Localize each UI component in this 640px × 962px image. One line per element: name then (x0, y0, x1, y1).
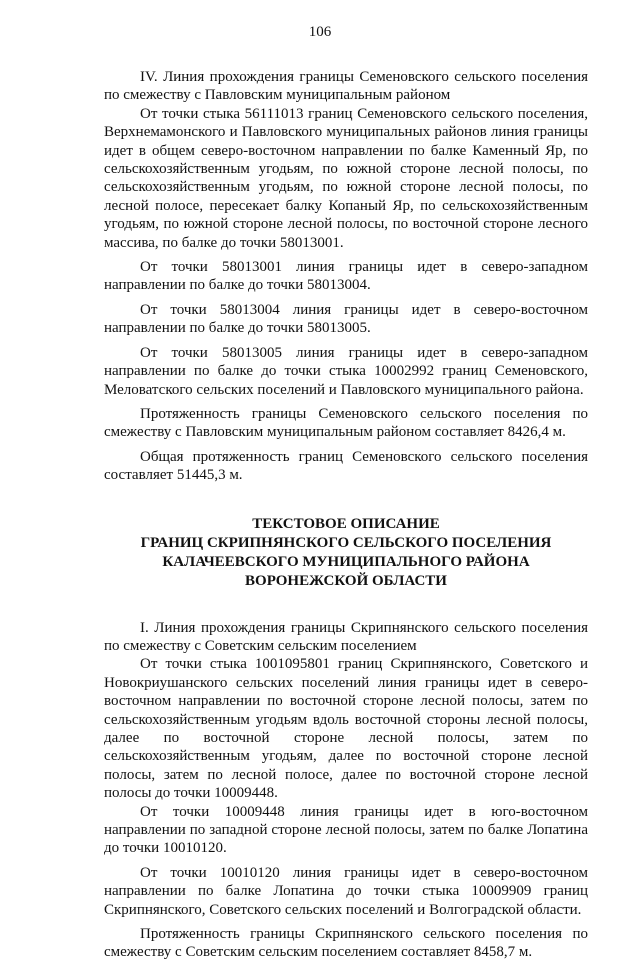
heading-line-1: ТЕКСТОВОЕ ОПИСАНИЕ (252, 515, 440, 532)
section4-title: IV. Линия прохождения границы Семеновского сельского поселения по смежеству с Павловским муниципальным районом (104, 69, 588, 104)
section1-paragraph-1: От точки стыка 1001095801 границ Скрипнянского, Советского и Новокриушанского сельских поселений линия границы идет в северо-восточном направлении по восточной стороне лесной полосы, затем по сельскохозяйственным угодьям вдоль восточной стороны лесной полосы, далее по восточной стороне лесной полосы, затем по сельскохозяйственным угодьям, далее по восточной стороне лесной полосы, затем по лесной полосе, далее по восточной стороне лесной полосы до точки 10009448. (104, 656, 588, 802)
section4-paragraph-4: От точки 58013005 линия границы идет в северо-западном направлении по балке до точки стыка 10002992 границ Семеновского, Меловатского сельских поселений и Павловского муниципального района. (104, 344, 588, 398)
page-content (104, 68, 588, 962)
section4-paragraph-3: От точки 58013004 линия границы идет в северо-восточном направлении по балке до точки 58013005. (104, 301, 588, 337)
section1-paragraph-2: От точки 10009448 линия границы идет в юго-восточном направлении по западной стороне лесной полосы, затем по балке Лопатина до точки 10010120. (104, 803, 588, 857)
section4-paragraph-2: От точки 58013001 линия границы идет в северо-западном направлении по балке до точки 58013004. (104, 259, 588, 294)
document-heading (104, 515, 588, 591)
heading-line-3: КАЛАЧЕЕВСКОГО МУНИЦИПАЛЬНОГО РАЙОНА (162, 553, 530, 570)
heading-line-2: ГРАНИЦ СКРИПНЯНСКОГО СЕЛЬСКОГО ПОСЕЛЕНИЯ (140, 534, 552, 551)
page-number: 106 (308, 24, 332, 40)
section4-paragraph-6: Общая протяженность границ Семеновского сельского поселения составляет 51445,3 м. (104, 448, 588, 484)
heading-line-4: ВОРОНЕЖСКОЙ ОБЛАСТИ (245, 572, 447, 589)
section1-paragraph-4: Протяженность границы Скрипнянского сельского поселения по смежеству с Советским сельским поселением составляет 8458,7 м. (104, 926, 588, 961)
section4-paragraph-1: От точки стыка 56111013 границ Семеновского сельского поселения, Верхнемамонского и Павловского муниципальных районов линия границы идет в общем северо-восточном направлении по балке Каменный Яр, по сельскохозяйственным угодьям, по южной стороне лесной полосы, по сельскохозяйственным угодьям, по южной стороне лесной полосы, по лесной полосе, пересекает балку Копаный Яр, по сельскохозяйственным угодьям, по южной стороне лесной полосы, по восточной стороне лесного массива, по балке до точки 58013001. (104, 105, 588, 251)
section4-paragraph-5: Протяженность границы Семеновского сельского поселения по смежеству с Павловским муниципальным районом составляет 8426,4 м. (104, 405, 588, 441)
section1-paragraph-3: От точки 10010120 линия границы идет в северо-восточном направлении по балке Лопатина до точки стыка 10009909 границ Скрипнянского, Советского сельских поселений и Волгоградской области. (104, 864, 588, 918)
section1-title: I. Линия прохождения границы Скрипнянского сельского поселения по смежеству с Советским сельским поселением (104, 619, 588, 654)
